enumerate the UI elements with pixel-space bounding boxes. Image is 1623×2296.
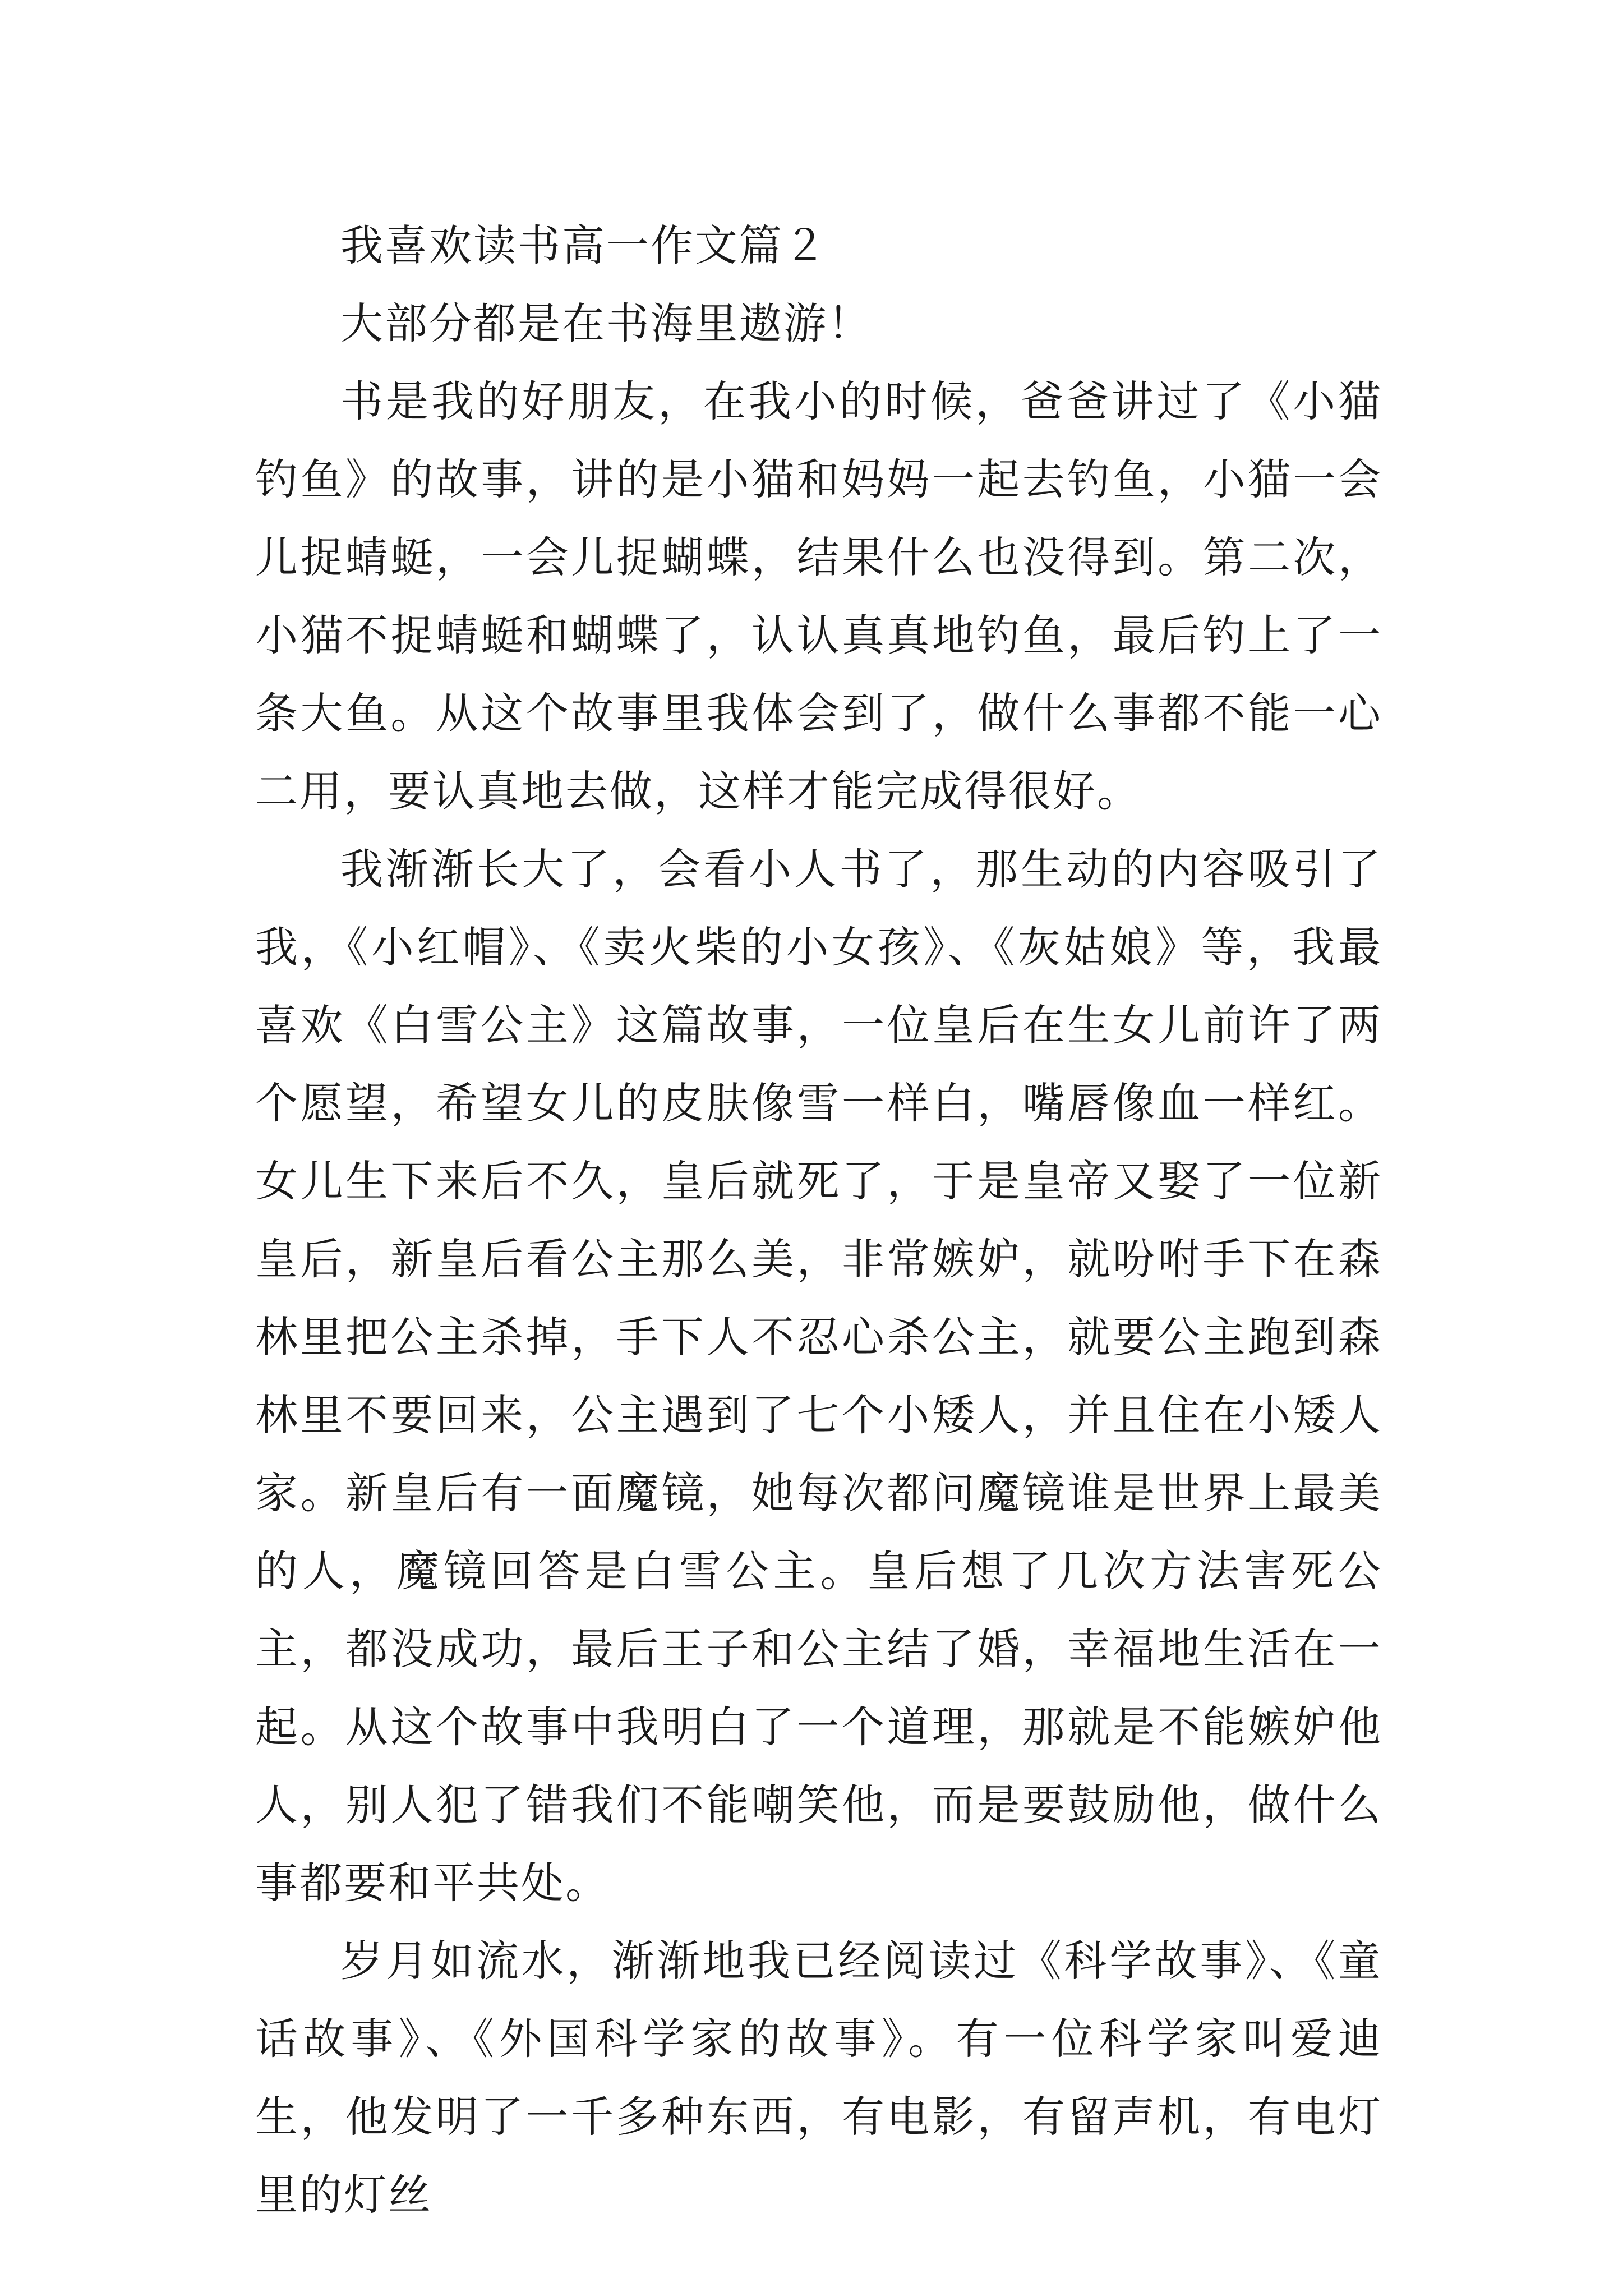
paragraph-3: 我渐渐长大了，会看小人书了，那生动的内容吸引了我，《小红帽》、《卖火柴的小女孩》、《灰姑娘》等，我最喜欢《白雪公主》这篇故事，一位皇后在生女儿前许了两个愿望，希望女儿的皮肤像雪一样白，嘴唇像血一样红。女儿生下来后不久，皇后就死了，于是皇帝又娶了一位新皇后，新皇后看公主那么美，非常嫉妒，就吩咐手下在森林里把公主杀掉，手下人不忍心杀公主，就要公主跑到森林里不要回来，公主遇到了七个小矮人，并且住在小矮人家。新皇后有一面魔镜，她每次都问魔镜谁是世界上最美的人，魔镜回答是白雪公主。皇后想了几次方法害死公主，都没成功，最后王子和公主结了婚，幸福地生活在一起。从这个故事中我明白了一个道理，那就是不能嫉妒他人，别人犯了错我们不能嘲笑他，而是要鼓励他，做什么事都要和平共处。	[255, 844, 1382, 1908]
document-body	[255, 206, 1382, 2234]
paragraph-1: 大部分都是在书海里遨游！	[340, 298, 872, 348]
paragraph-4: 岁月如流水，渐渐地我已经阅读过《科学故事》、《童话故事》、《外国科学家的故事》。有一位科学家叫爱迪生，他发明了一千多种东西，有电影，有留声机，有电灯里的灯丝	[255, 1936, 1382, 2220]
document-title: 我喜欢读书高一作文篇２	[340, 220, 828, 270]
paragraph-2: 书是我的好朋友，在我小的时候，爸爸讲过了《小猫钓鱼》的故事，讲的是小猫和妈妈一起去钓鱼，小猫一会儿捉蜻蜓，一会儿捉蝴蝶，结果什么也没得到。第二次，小猫不捉蜻蜓和蝴蝶了，认认真真地钓鱼，最后钓上了一条大鱼。从这个故事里我体会到了，做什么事都不能一心二用，要认真地去做，这样才能完成得很好。	[255, 376, 1382, 816]
